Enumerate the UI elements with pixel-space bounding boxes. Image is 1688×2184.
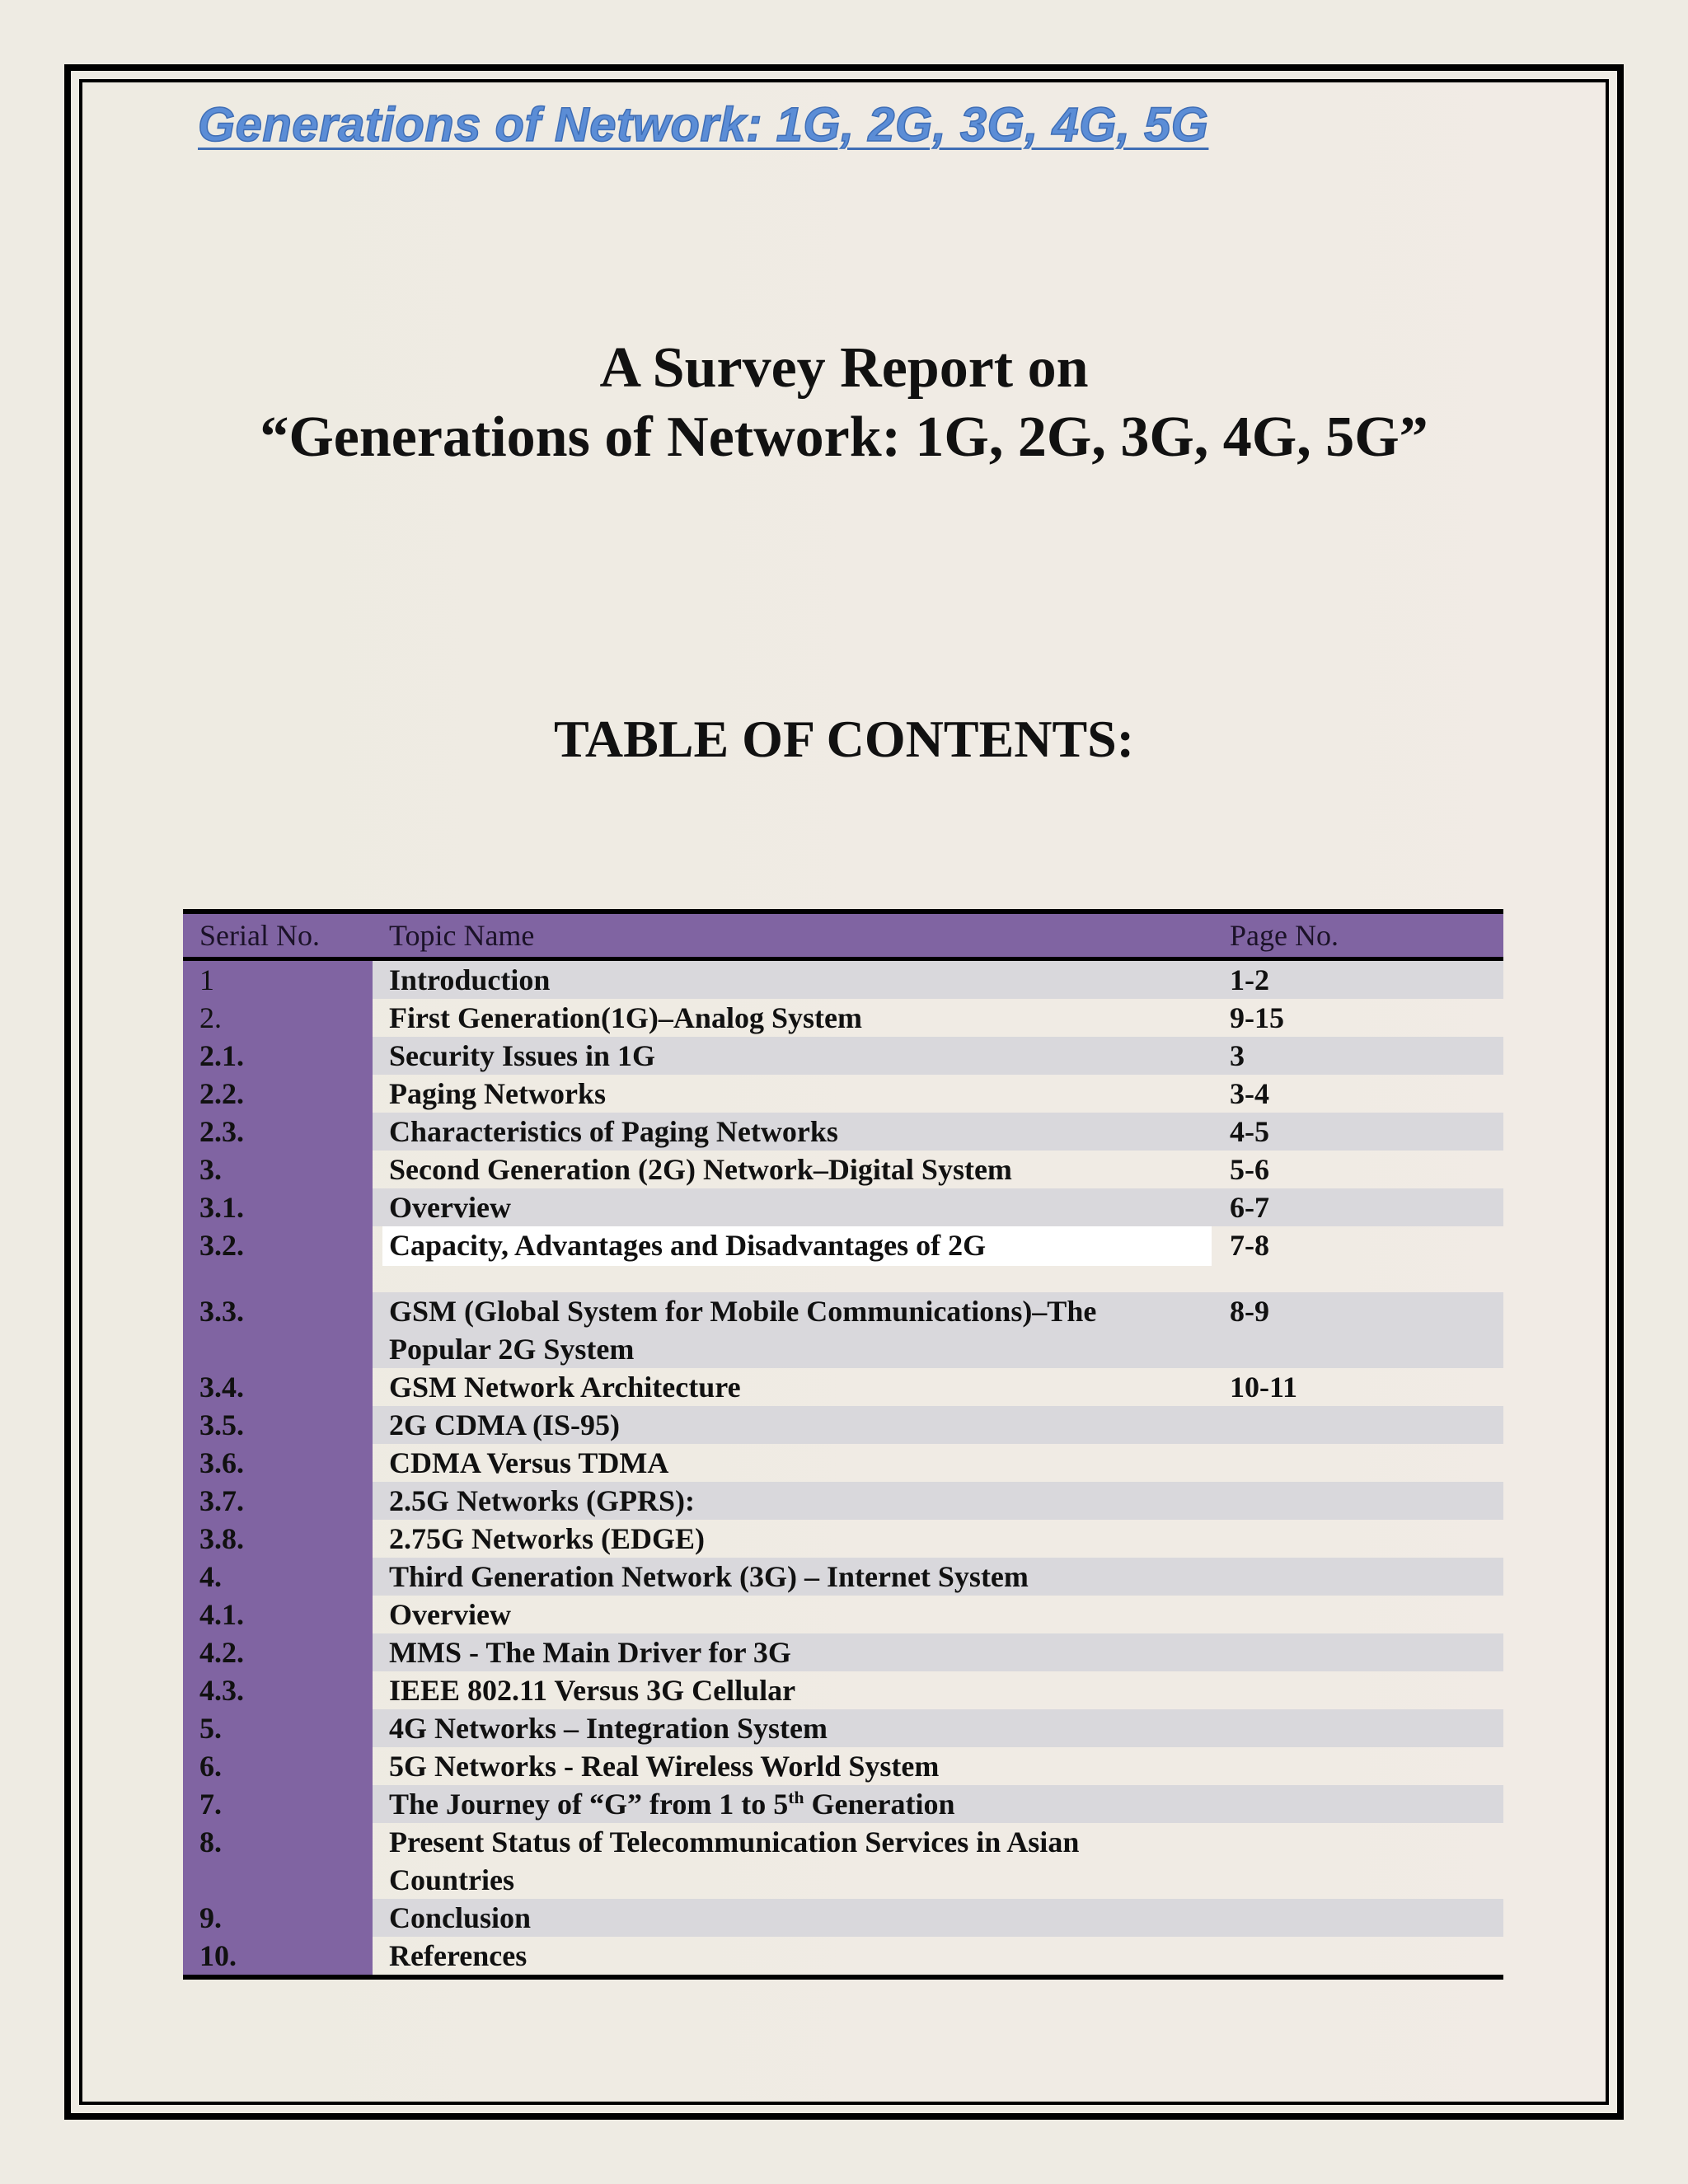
serial-cell: 4.1. bbox=[183, 1596, 373, 1633]
page-cell bbox=[1213, 1444, 1503, 1482]
report-title bbox=[82, 334, 1606, 472]
topic-cell: 5G Networks - Real Wireless World System bbox=[389, 1750, 940, 1783]
table-row bbox=[183, 1444, 1503, 1482]
page-cell: 9-15 bbox=[1230, 1001, 1284, 1034]
topic-cell: Introduction bbox=[373, 961, 1213, 999]
serial-cell: 2.1. bbox=[183, 1037, 373, 1075]
serial-cell: 3.3. bbox=[183, 1292, 373, 1368]
serial-cell: 1 bbox=[183, 961, 373, 999]
column-header-page: Page No. bbox=[1230, 919, 1339, 952]
topic-cell: 2.5G Networks (GPRS): bbox=[373, 1482, 1213, 1520]
topic-cell: First Generation(1G)–Analog System bbox=[389, 1001, 862, 1034]
serial-cell: 2. bbox=[183, 999, 373, 1037]
table-row bbox=[183, 1406, 1503, 1444]
page-cell: 3 bbox=[1213, 1037, 1503, 1075]
table-row bbox=[183, 1368, 1503, 1406]
toc-header-row bbox=[183, 914, 1503, 961]
table-row bbox=[183, 1747, 1503, 1785]
table-row bbox=[183, 1482, 1503, 1520]
table-row bbox=[183, 1823, 1503, 1899]
topic-cell: 2G CDMA (IS-95) bbox=[373, 1406, 1213, 1444]
serial-cell: 3. bbox=[183, 1151, 373, 1188]
topic-text: The Journey of “G” from 1 to 5 bbox=[389, 1788, 789, 1821]
serial-cell: 3.1. bbox=[183, 1188, 373, 1226]
page-cell: 4-5 bbox=[1213, 1113, 1503, 1151]
table-row bbox=[183, 1633, 1503, 1671]
topic-cell: 2.75G Networks (EDGE) bbox=[389, 1522, 705, 1555]
table-row bbox=[183, 1226, 1503, 1292]
serial-cell: 3.2. bbox=[183, 1226, 373, 1292]
page-cell bbox=[1213, 1671, 1503, 1709]
serial-cell: 7. bbox=[183, 1785, 373, 1823]
topic-cell: Overview bbox=[373, 1188, 1213, 1226]
page-cell: 8-9 bbox=[1213, 1292, 1503, 1368]
serial-cell: 3.5. bbox=[183, 1406, 373, 1444]
topic-line-2: Countries bbox=[389, 1863, 514, 1896]
page-cell bbox=[1213, 1937, 1503, 1975]
document-header-title: Generations of Network: 1G, 2G, 3G, 4G, 5G bbox=[198, 98, 1209, 152]
serial-cell: 2.3. bbox=[183, 1113, 373, 1151]
serial-cell: 5. bbox=[183, 1709, 373, 1747]
page-cell bbox=[1213, 1596, 1503, 1633]
serial-cell: 4. bbox=[183, 1558, 373, 1596]
page-cell bbox=[1213, 1633, 1503, 1671]
report-title-line-2: “Generations of Network: 1G, 2G, 3G, 4G, 5G” bbox=[260, 405, 1428, 469]
table-row bbox=[183, 1899, 1503, 1937]
table-row bbox=[183, 1037, 1503, 1075]
topic-cell: Overview bbox=[389, 1598, 511, 1631]
topic-cell bbox=[373, 1292, 1213, 1368]
table-row bbox=[183, 1151, 1503, 1188]
table-row bbox=[183, 1520, 1503, 1558]
page-cell bbox=[1213, 1482, 1503, 1520]
table-row bbox=[183, 1785, 1503, 1823]
page-cell bbox=[1213, 1709, 1503, 1747]
topic-cell: 4G Networks – Integration System bbox=[373, 1709, 1213, 1747]
table-row bbox=[183, 1709, 1503, 1747]
topic-cell: Third Generation Network (3G) – Internet System bbox=[373, 1558, 1213, 1596]
page-cell: 1-2 bbox=[1213, 961, 1503, 999]
table-row bbox=[183, 961, 1503, 999]
topic-line-2: Popular 2G System bbox=[389, 1333, 635, 1366]
table-row bbox=[183, 1596, 1503, 1633]
topic-line-1: GSM (Global System for Mobile Communications)–The bbox=[389, 1295, 1097, 1328]
page-cell bbox=[1213, 1406, 1503, 1444]
topic-text-end: Generation bbox=[804, 1788, 955, 1821]
topic-cell: IEEE 802.11 Versus 3G Cellular bbox=[389, 1674, 796, 1707]
table-row bbox=[183, 1558, 1503, 1596]
serial-cell: 10. bbox=[183, 1937, 373, 1975]
report-title-line-1: A Survey Report on bbox=[599, 336, 1089, 400]
page-cell: 6-7 bbox=[1213, 1188, 1503, 1226]
serial-cell: 3.8. bbox=[183, 1520, 373, 1558]
topic-line-1: Present Status of Telecommunication Services in Asian bbox=[389, 1825, 1080, 1858]
topic-cell: Conclusion bbox=[373, 1899, 1213, 1937]
topic-cell: Security Issues in 1G bbox=[373, 1037, 1213, 1075]
topic-cell bbox=[373, 1823, 1213, 1899]
page-cell bbox=[1213, 1747, 1503, 1785]
table-row bbox=[183, 1075, 1503, 1113]
page-cell: 3-4 bbox=[1230, 1077, 1269, 1110]
table-row bbox=[183, 1671, 1503, 1709]
topic-text: Capacity, Advantages and Disadvantages of 2G bbox=[382, 1226, 1212, 1266]
page-cell: 5-6 bbox=[1230, 1153, 1269, 1186]
topic-cell: Characteristics of Paging Networks bbox=[373, 1113, 1213, 1151]
toc-heading: TABLE OF CONTENTS: bbox=[553, 710, 1135, 768]
toc-table bbox=[183, 909, 1503, 1980]
topic-cell: Second Generation (2G) Network–Digital System bbox=[389, 1153, 1012, 1186]
page-cell bbox=[1213, 1785, 1503, 1823]
serial-cell: 9. bbox=[183, 1899, 373, 1937]
page-cell bbox=[1213, 1520, 1503, 1558]
table-row bbox=[183, 1292, 1503, 1368]
table-row bbox=[183, 999, 1503, 1037]
topic-cell: Paging Networks bbox=[389, 1077, 606, 1110]
table-row bbox=[183, 1113, 1503, 1151]
page-cell: 7-8 bbox=[1230, 1229, 1269, 1262]
serial-cell: 3.6. bbox=[183, 1444, 373, 1482]
page-cell bbox=[1213, 1823, 1503, 1899]
serial-cell: 4.3. bbox=[183, 1671, 373, 1709]
page-cell bbox=[1213, 1899, 1503, 1937]
serial-cell: 6. bbox=[183, 1747, 373, 1785]
topic-superscript: th bbox=[788, 1788, 804, 1807]
serial-cell: 2.2. bbox=[183, 1075, 373, 1113]
serial-cell: 3.7. bbox=[183, 1482, 373, 1520]
topic-cell: MMS - The Main Driver for 3G bbox=[373, 1633, 1213, 1671]
serial-cell: 3.4. bbox=[183, 1368, 373, 1406]
page-cell bbox=[1213, 1558, 1503, 1596]
table-row bbox=[183, 1188, 1503, 1226]
topic-cell: CDMA Versus TDMA bbox=[389, 1446, 669, 1479]
serial-cell: 4.2. bbox=[183, 1633, 373, 1671]
column-header-serial: Serial No. bbox=[199, 919, 320, 952]
topic-cell bbox=[373, 1226, 1213, 1292]
table-row bbox=[183, 1937, 1503, 1975]
topic-cell: References bbox=[389, 1939, 528, 1972]
topic-cell: GSM Network Architecture bbox=[389, 1371, 741, 1404]
column-header-topic: Topic Name bbox=[389, 919, 535, 952]
topic-cell bbox=[373, 1785, 1213, 1823]
serial-cell: 8. bbox=[183, 1823, 373, 1899]
page-cell: 10-11 bbox=[1230, 1371, 1298, 1404]
